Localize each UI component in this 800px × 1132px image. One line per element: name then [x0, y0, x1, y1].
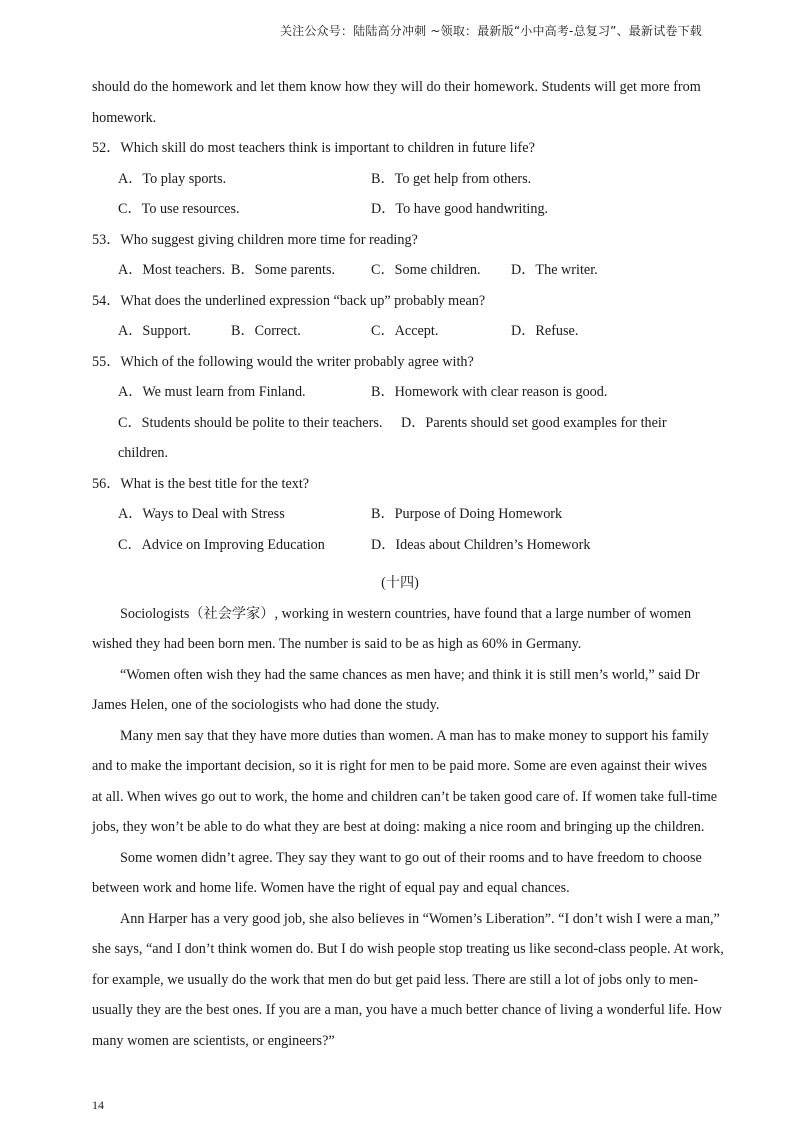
question-stem: 56．What is the best title for the text?: [92, 475, 310, 492]
option: D．Parents should set good examples for their: [401, 414, 667, 431]
question-stem: 54．What does the underlined expression “back up” probably mean?: [92, 292, 486, 309]
passage-line: Sociologists（社会学家）, working in western countries, have found that a large number of women: [120, 605, 692, 622]
intro-line: should do the homework and let them know how they will do their homework. Students will get more from: [92, 79, 701, 95]
option: D．The writer.: [511, 262, 598, 278]
option: A．Most teachers.: [118, 262, 226, 278]
passage-line: “Women often wish they had the same chances as men have; and think it is still men’s world,” said Dr: [120, 666, 700, 683]
intro-line: homework.: [92, 109, 157, 126]
option: B．To get help from others.: [371, 170, 532, 187]
question-stem: 52．Which skill do most teachers think is important to children in future life?: [92, 140, 535, 156]
passage-line: she says, “and I don’t think women do. But I do wish people stop treating us like second-class people. At work,: [92, 941, 724, 957]
passage-line: wished they had been born men. The number is said to be as high as 60% in Germany.: [92, 636, 582, 652]
question-stem: 55．Which of the following would the writer probably agree with?: [92, 353, 474, 370]
passage-line: James Helen, one of the sociologists who had done the study.: [92, 697, 440, 713]
option: C．Some children.: [371, 262, 481, 278]
option: A．Support.: [118, 323, 191, 339]
option-continuation: children.: [118, 445, 169, 461]
option: B．Some parents.: [231, 262, 336, 278]
option: B．Homework with clear reason is good.: [371, 384, 608, 400]
option: C．To use resources.: [118, 201, 240, 217]
option-row: [92, 534, 708, 565]
option: B．Correct.: [231, 323, 301, 339]
option-row: [92, 503, 708, 534]
passage-line: for example, we usually do the work that men do but get paid less. There are still a lot of jobs only to men-: [92, 971, 699, 988]
passage-line: between work and home life. Women have the right of equal pay and equal chances.: [92, 880, 570, 896]
option: D．To have good handwriting.: [371, 201, 549, 217]
option-row: [92, 168, 708, 199]
passage-line: Many men say that they have more duties than women. A man has to make money to support his family: [120, 727, 709, 744]
section-title: (十四): [381, 575, 419, 591]
option: A．We must learn from Finland.: [118, 384, 306, 400]
page-header: 关注公众号：陆陆高分冲刺 ~领取：最新版“小中高考-总复习”、最新试卷下载: [279, 24, 702, 38]
option: D．Refuse.: [511, 323, 579, 339]
option: C．Students should be polite to their teachers.: [118, 414, 383, 431]
passage-line: many women are scientists, or engineers?”: [92, 1032, 335, 1049]
option: A．To play sports.: [118, 170, 227, 187]
option: C．Advice on Improving Education: [118, 536, 325, 553]
page-number: 14: [92, 1098, 104, 1112]
option: B．Purpose of Doing Homework: [371, 506, 563, 522]
option-row: [92, 259, 708, 290]
passage-line: jobs, they won’t be able to do what they are best at doing: making a nice room and bringing up the children.: [92, 819, 705, 835]
question-stem: 53．Who suggest giving children more time for reading?: [92, 231, 418, 248]
passage-line: Ann Harper has a very good job, she also believes in “Women’s Liberation”. “I don’t wish I were a man,”: [120, 910, 720, 927]
passage-line: at all. When wives go out to work, the home and children can’t be taken good care of. If women take full-time: [92, 788, 718, 805]
passage-line: usually they are the best ones. If you are a man, you have a much better chance of living a wonderful life. How: [92, 1002, 722, 1018]
passage-line: Some women didn’t agree. They say they want to go out of their rooms and to have freedom to choose: [120, 849, 702, 866]
option-row: [92, 381, 708, 412]
option: C．Accept.: [371, 323, 439, 339]
passage-line: and to make the important decision, so it is right for men to be paid more. Some are even against their wives: [92, 758, 708, 774]
document-body: [92, 76, 724, 1060]
option-row: [92, 412, 708, 443]
option-row: [92, 198, 708, 229]
option: A．Ways to Deal with Stress: [118, 506, 285, 522]
option-row: [92, 320, 708, 351]
option: D．Ideas about Children’s Homework: [371, 536, 591, 553]
